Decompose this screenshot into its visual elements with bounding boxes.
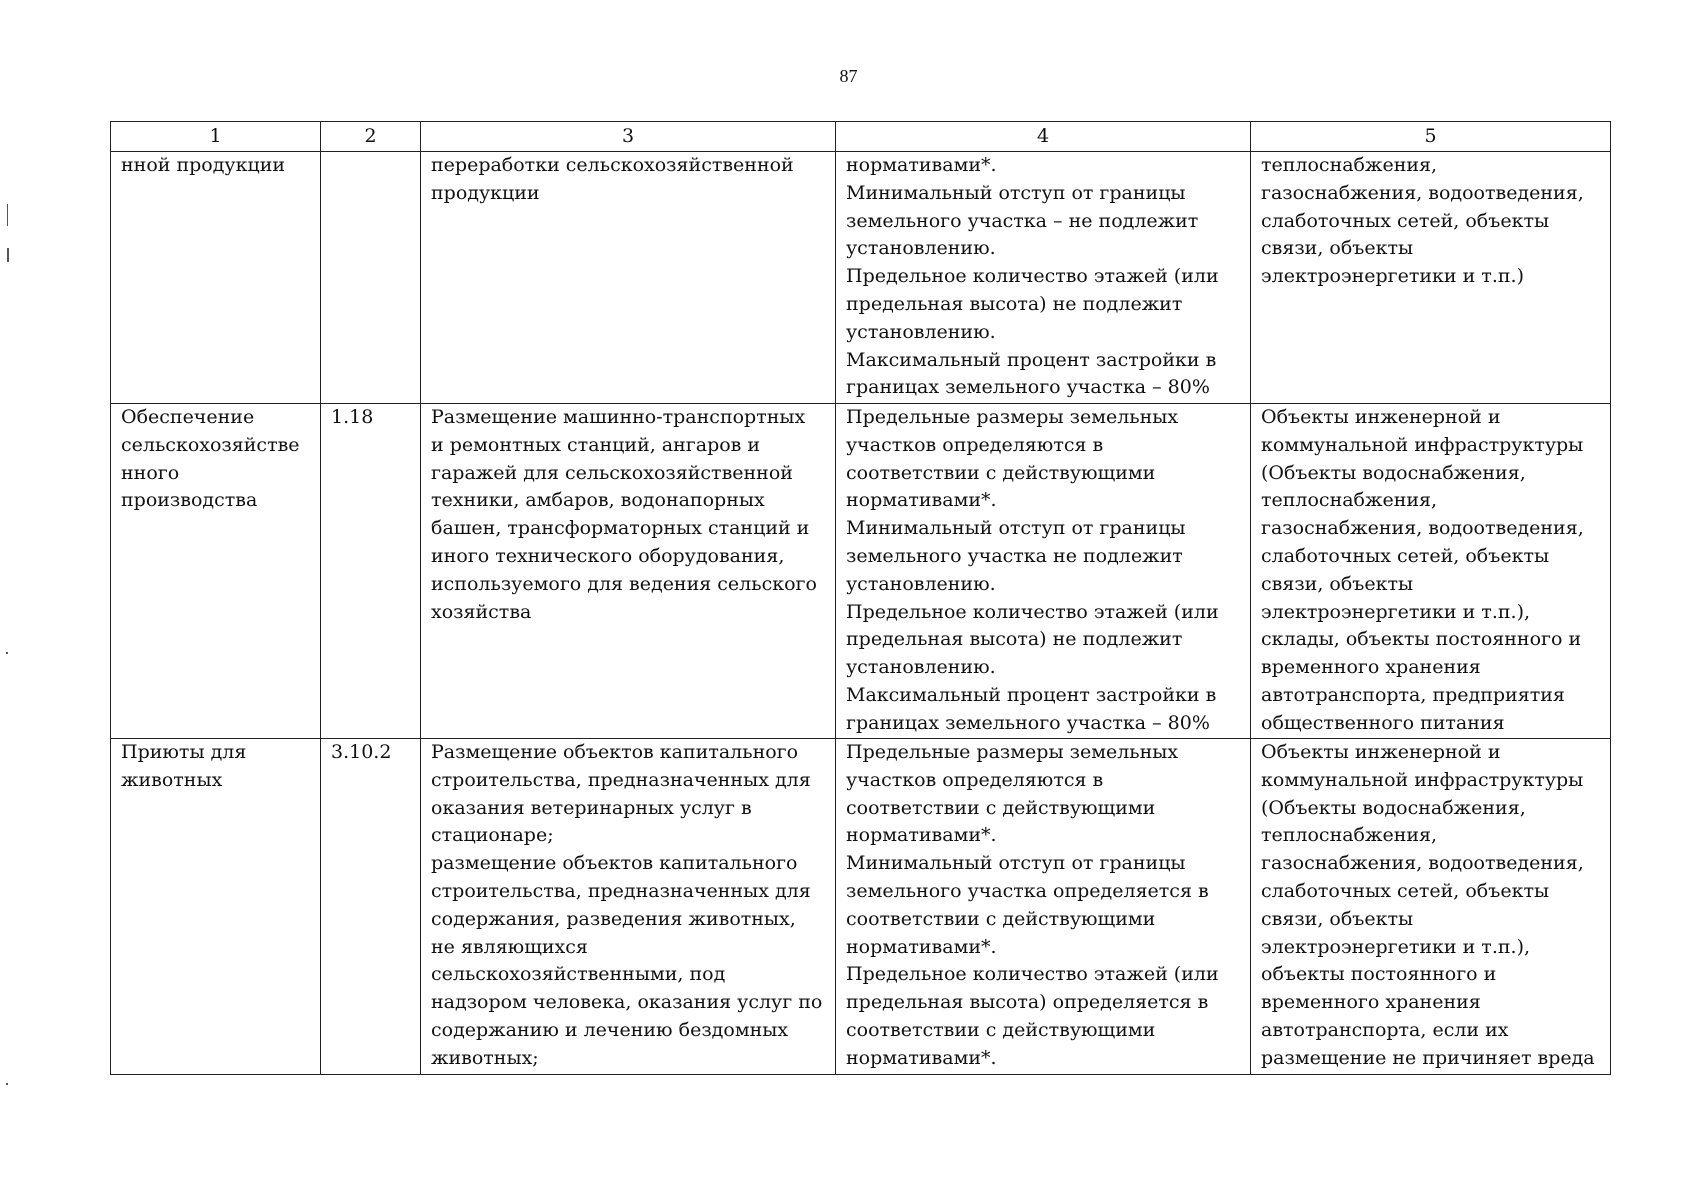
table-row <box>111 404 1611 739</box>
construction-parameters-cell: нормативами*. Минимальный отступ от границы земельного участка – не подлежит установлению. Предельное количество этажей (или предельная высота) не подлежит установлению. Максимальный процент застройки в границах земельного участка – 80% <box>836 152 1251 404</box>
use-type-description-cell: Размещение машинно-транспортных и ремонтных станций, ангаров и гаражей для сельскохозяйственной техники, амбаров, водонапорных башен, трансформаторных станций и иного технического оборудования, используемого для ведения сельского хозяйства <box>421 404 836 739</box>
use-type-code-cell <box>321 152 421 404</box>
column-number-header-row <box>111 122 1611 152</box>
use-type-description-cell: Размещение объектов капитального строительства, предназначенных для оказания ветеринарных услуг в стационаре; размещение объектов капитального строительства, предназначенных для содержания, разведения животных, не являющихся сельскохозяйственными, под надзором человека, оказания услуг по содержанию и лечению бездомных животных; <box>421 739 836 1075</box>
column-header-4: 4 <box>836 122 1251 152</box>
column-header-3: 3 <box>421 122 836 152</box>
scan-artifact-mark <box>7 248 9 262</box>
auxiliary-objects-cell: теплоснабжения, газоснабжения, водоотведения, слаботочных сетей, объекты связи, объекты электроэнергетики и т.п.) <box>1251 152 1611 404</box>
auxiliary-objects-cell: Объекты инженерной и коммунальной инфраструктуры (Объекты водоснабжения, теплоснабжения, газоснабжения, водоотведения, слаботочных сетей, объекты связи, объекты электроэнергетики и т.п.), склады, объекты постоянного и временного хранения автотранспорта, предприятия общественного питания <box>1251 404 1611 739</box>
column-header-5: 5 <box>1251 122 1611 152</box>
column-header-2: 2 <box>321 122 421 152</box>
zoning-regulations-table <box>110 121 1611 1075</box>
use-type-code-cell: 1.18 <box>321 404 421 739</box>
use-type-description-cell: переработки сельскохозяйственной продукции <box>421 152 836 404</box>
use-type-name-cell: нной продукции <box>111 152 321 404</box>
column-header-1: 1 <box>111 122 321 152</box>
auxiliary-objects-cell: Объекты инженерной и коммунальной инфраструктуры (Объекты водоснабжения, теплоснабжения, газоснабжения, водоотведения, слаботочных сетей, объекты связи, объекты электроэнергетики и т.п.), объекты постоянного и временного хранения автотранспорта, если их размещение не причиняет вреда <box>1251 739 1611 1075</box>
table-row <box>111 739 1611 1075</box>
page-number: 87 <box>839 66 858 86</box>
use-type-name-cell: Обеспечение сельскохозяйстве нного производства <box>111 404 321 739</box>
construction-parameters-cell: Предельные размеры земельных участков определяются в соответствии с действующими нормативами*. Минимальный отступ от границы земельного участка не подлежит установлению. Предельное количество этажей (или предельная высота) не подлежит установлению. Максимальный процент застройки в границах земельного участка – 80% <box>836 404 1251 739</box>
scan-artifact-mark <box>7 204 8 226</box>
scan-artifact-mark <box>6 652 8 654</box>
use-type-name-cell: Приюты для животных <box>111 739 321 1075</box>
scan-artifact-mark <box>6 1083 8 1085</box>
use-type-code-cell: 3.10.2 <box>321 739 421 1075</box>
table-row <box>111 152 1611 404</box>
construction-parameters-cell: Предельные размеры земельных участков определяются в соответствии с действующими нормативами*. Минимальный отступ от границы земельного участка определяется в соответствии с действующими нормативами*. Предельное количество этажей (или предельная высота) определяется в соответствии с действующими нормативами*. <box>836 739 1251 1075</box>
